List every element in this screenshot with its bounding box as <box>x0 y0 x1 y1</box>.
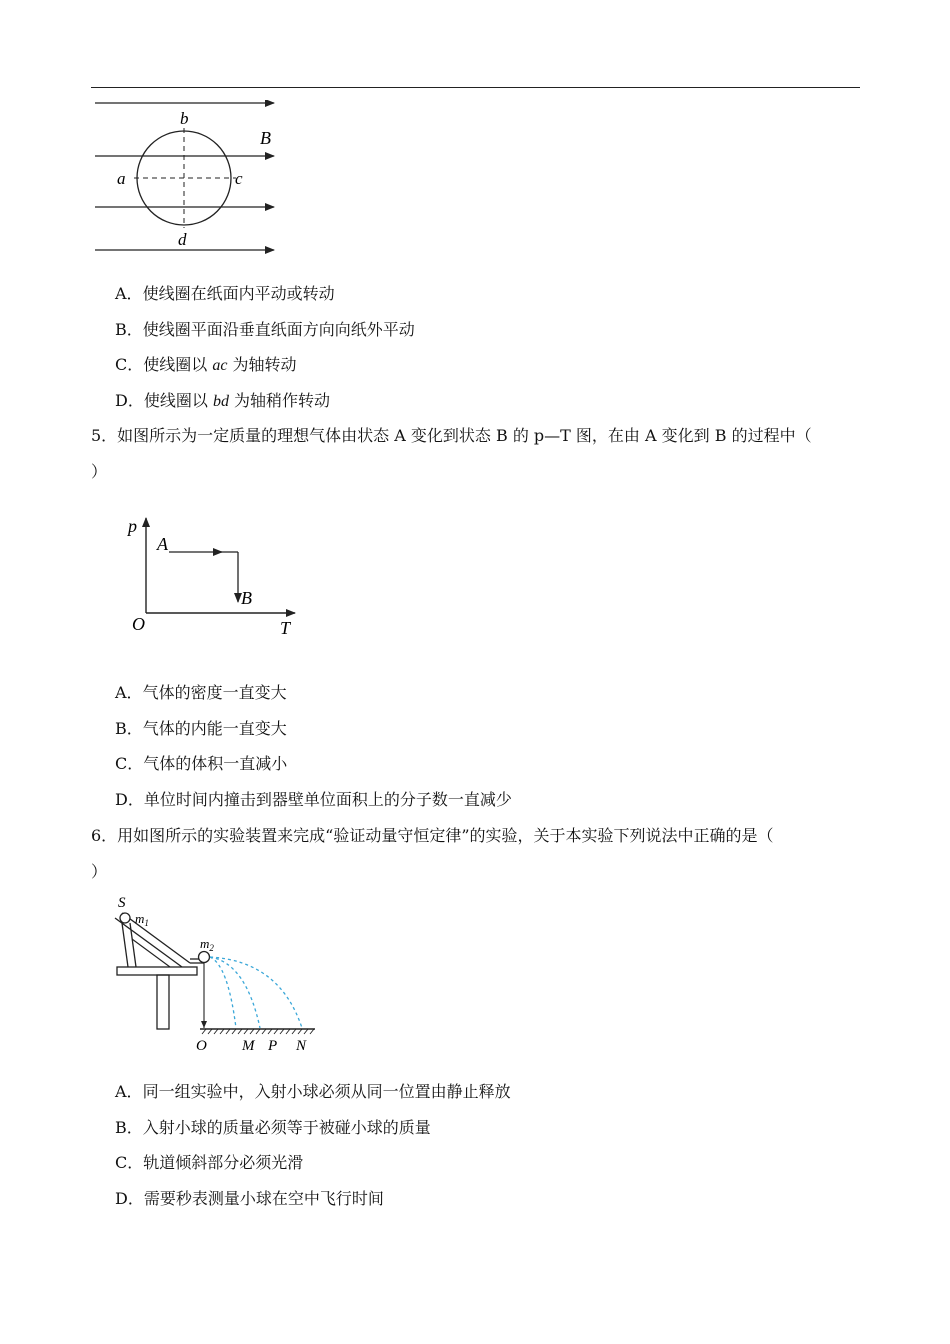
label-A: A <box>157 534 168 554</box>
q5-option-d: D．单位时间内撞击到器壁单位面积上的分子数一直减少 <box>115 790 512 809</box>
coil-field-figure <box>90 100 290 260</box>
label-field-B: B <box>260 128 271 148</box>
label-m2: $m_2$ <box>200 936 214 953</box>
q6-stem: 6．用如图所示的实验装置来完成“验证动量守恒定律”的实验，关于本实验下列说法中正确的是（ <box>91 826 774 845</box>
table-top <box>117 967 197 975</box>
q6-option-a: A．同一组实验中，入射小球必须从同一位置由静止释放 <box>115 1082 511 1101</box>
label-N: N <box>296 1038 307 1054</box>
p-t-diagram <box>125 512 305 640</box>
label-a: a <box>117 169 126 188</box>
q5-option-a: A．气体的密度一直变大 <box>115 683 287 702</box>
collision-apparatus-figure <box>110 893 325 1058</box>
incline-brace <box>132 939 170 967</box>
q6-option-c: C．轨道倾斜部分必须光滑 <box>115 1153 304 1172</box>
q4-option-b: B．使线圈平面沿垂直纸面方向向纸外平动 <box>115 320 415 339</box>
q5-option-c: C．气体的体积一直减小 <box>115 754 288 773</box>
label-p: p <box>128 516 137 536</box>
label-O: O <box>132 614 145 634</box>
q6-option-b: B．入射小球的质量必须等于被碰小球的质量 <box>115 1118 431 1137</box>
q6-option-d: D．需要秒表测量小球在空中飞行时间 <box>115 1189 384 1208</box>
label-m1: $m_1$ <box>135 911 149 928</box>
label-O: O <box>196 1038 207 1054</box>
header-rule <box>91 87 860 88</box>
q4-option-c: C．使线圈以 ac 为轴转动 <box>115 355 297 374</box>
label-c: c <box>235 169 243 188</box>
ball-m1 <box>120 913 130 923</box>
label-S: S <box>118 895 126 911</box>
incline-support-2 <box>130 923 136 967</box>
q6-stem-close: ） <box>91 862 108 881</box>
label-T: T <box>280 618 291 638</box>
table-leg <box>157 975 169 1029</box>
q4-option-d: D．使线圈以 bd 为轴稍作转动 <box>115 391 331 410</box>
label-B: B <box>241 588 252 608</box>
q5-stem: 5．如图所示为一定质量的理想气体由状态 A 变化到状态 B 的 p—T 图，在由 A 变化到 B 的过程中（ <box>91 426 812 445</box>
label-P: P <box>268 1038 278 1054</box>
q4-option-a: A．使线圈在纸面内平动或转动 <box>115 284 335 303</box>
q5-stem-close: ） <box>91 462 108 481</box>
incline-support <box>122 923 128 967</box>
ball-m2 <box>199 952 210 963</box>
q5-option-b: B．气体的内能一直变大 <box>115 719 287 738</box>
label-M: M <box>242 1038 255 1054</box>
label-b: b <box>180 109 189 128</box>
label-d: d <box>178 230 187 249</box>
trajectory-N <box>210 957 302 1028</box>
